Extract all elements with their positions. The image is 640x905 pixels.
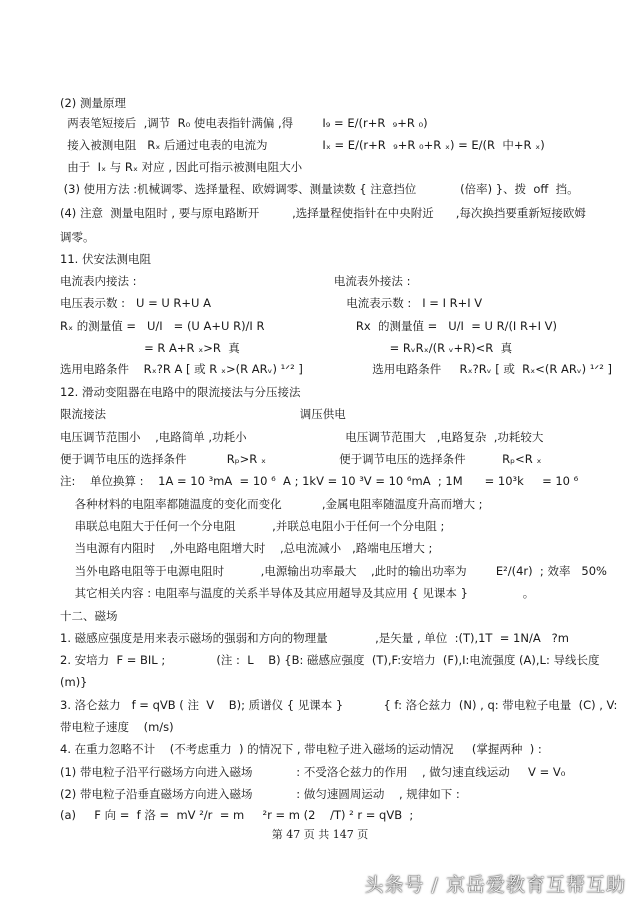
text-line-content: (4) 注意 测量电阻时 , 要与原电路断开 ,选择量程使指针在中央附近 ,每次换挡要重新短接欧姆 (60, 206, 586, 220)
text-line-content: 选用电路条件 Rₓ?R A [ 或 R ₓ>(R ARᵥ) ¹ᐟ² ] 选用电路条件 Rₓ?Rᵥ [ 或 Rₓ<(R ARᵥ) ¹ᐟ² ] (60, 362, 613, 376)
text-line-content: 电压调节范围小 ,电路简单 ,功耗小 电压调节范围大 ,电路复杂 ,功耗较大 (60, 430, 544, 444)
text-line (60, 296, 482, 310)
text-line (60, 385, 300, 399)
text-line-content: 11. 伏安法测电阻 (60, 252, 151, 266)
text-line (60, 698, 617, 712)
text-line-content: 12. 滑动变阻器在电路中的限流接法与分压接法 (60, 385, 301, 399)
text-line-content: 注: 单位换算 : 1A = 10 ³mA = 10 ⁶ A ; 1kV = 10 ³V = 10 ⁶mA ; 1M = 10³k = 10 ⁶ (60, 474, 579, 488)
text-line (60, 742, 542, 756)
page-footer: 第 47 页 共 147 页 (271, 828, 369, 841)
text-line (60, 230, 95, 244)
text-line-content: 各种材料的电阻率都随温度的变化而变化 ,金属电阻率随温度升高而增大 ; (60, 497, 483, 511)
text-line (60, 252, 151, 266)
text-line (60, 787, 460, 801)
text-line-content: (m)} (60, 675, 88, 689)
text-line-content: 4. 在重力忽略不计 (不考虑重力 ) 的情况下 , 带电粒子进入磁场的运动情况 (掌握两种 ) : (60, 742, 542, 756)
text-line-content: Rₓ 的测量值 = U/I = (U A+U R)/I R Rx 的测量值 = U/I = U R/(I R+I V) (60, 319, 558, 333)
text-line-content: 十二、磁场 (60, 609, 118, 623)
text-line (60, 564, 607, 578)
text-line (60, 675, 88, 689)
text-line-content: (2) 测量原理 (60, 96, 126, 110)
text-line (60, 319, 557, 333)
text-line (60, 474, 578, 488)
text-line-content: 当电源有内阻时 ,外电路电阻增大时 ,总电流减小 ,路端电压增大 ; (60, 541, 433, 555)
text-line (60, 609, 118, 623)
text-line-content: 3. 洛仑兹力 f = qVB ( 注 V B); 质谱仪 { 见课本 } { f: 洛仑兹力 (N) , q: 带电粒子电量 (C) , V: (60, 698, 618, 712)
text-line (60, 720, 174, 734)
text-line (60, 653, 600, 667)
text-line (60, 808, 413, 822)
text-line-content: 2. 安培力 F = BIL ; (注 : L B) {B: 磁感应强度 (T),F:安培力 (F),I:电流强度 (A),L: 导线长度 (60, 653, 600, 667)
text-line-content: 由于 Iₓ 与 Rₓ 对应 , 因此可指示被测电阻大小 (60, 160, 303, 174)
text-line-content: 便于调节电压的选择条件 Rₚ>R ₓ 便于调节电压的选择条件 Rₚ<R ₓ (60, 452, 542, 466)
text-line (60, 407, 346, 421)
text-line (60, 274, 410, 288)
text-line (60, 182, 579, 196)
text-line-content: 其它相关内容 : 电阻率与温度的关系半导体及其应用超导及其应用 { 见课本 } 。 (60, 586, 535, 600)
text-line-content: 接入被测电阻 Rₓ 后通过电表的电流为 Iₓ = E/(r+R ₉+R ₀+R ₓ) = E/(R 中+R ₓ) (60, 138, 545, 152)
text-line (60, 116, 428, 130)
text-line-content: 电流表内接法 : 电流表外接法 : (60, 274, 411, 288)
text-line-content: (1) 带电粒子沿平行磁场方向进入磁场 : 不受洛仑兹力的作用 , 做匀速直线运动 V = V₀ (60, 765, 566, 779)
text-line-content: 调零。 (60, 230, 95, 244)
text-line (60, 341, 512, 355)
text-line (60, 541, 432, 555)
watermark: 头条号 / 京岳爱教育互帮互助 (364, 874, 626, 896)
text-line-content: 当外电路电阻等于电源电阻时 ,电源输出功率最大 ,此时的输出功率为 E²/(4r) ; 效率 50% (60, 564, 607, 578)
text-line (60, 160, 302, 174)
text-line-content: = R A+R ₓ>R 真 = RᵥRₓ/(R ᵥ+R)<R 真 (60, 341, 513, 355)
text-line (60, 631, 569, 645)
text-line-content: 电压表示数 : U = U R+U A 电流表示数 : I = I R+I V (60, 296, 483, 310)
text-line-content: (2) 带电粒子沿垂直磁场方向进入磁场 : 做匀速圆周运动 , 规律如下 : (60, 787, 460, 801)
text-line-content: (a) F 向 = f 洛 = mV ²/r = m ²r = m (2 /T) ² r = qVB ; (60, 808, 414, 822)
text-line (60, 362, 612, 376)
text-line (60, 586, 534, 600)
text-line (60, 765, 565, 779)
text-line (60, 430, 543, 444)
text-line-content: 串联总电阻大于任何一个分电阻 ,并联总电阻小于任何一个分电阻 ; (60, 519, 445, 533)
text-line (60, 497, 483, 511)
text-line-content: 两表笔短接后 ,调节 R₀ 使电表指针满偏 ,得 I₉ = E/(r+R ₉+R ₀) (60, 116, 428, 130)
text-line (60, 519, 444, 533)
text-line-content: 1. 磁感应强度是用来表示磁场的强弱和方向的物理量 ,是矢量 , 单位 :(T),1T = 1N/A ?m (60, 631, 569, 645)
text-line (60, 138, 545, 152)
text-line (60, 206, 586, 220)
text-line-content: 限流接法 调压供电 (60, 407, 346, 421)
text-line-content: 带电粒子速度 (m/s) (60, 720, 174, 734)
text-line-content: (3) 使用方法 :机械调零、选择量程、欧姆调零、测量读数 { 注意挡位 (倍率) }、拨 off 挡。 (60, 182, 579, 196)
text-line (60, 452, 541, 466)
text-line (60, 96, 126, 110)
